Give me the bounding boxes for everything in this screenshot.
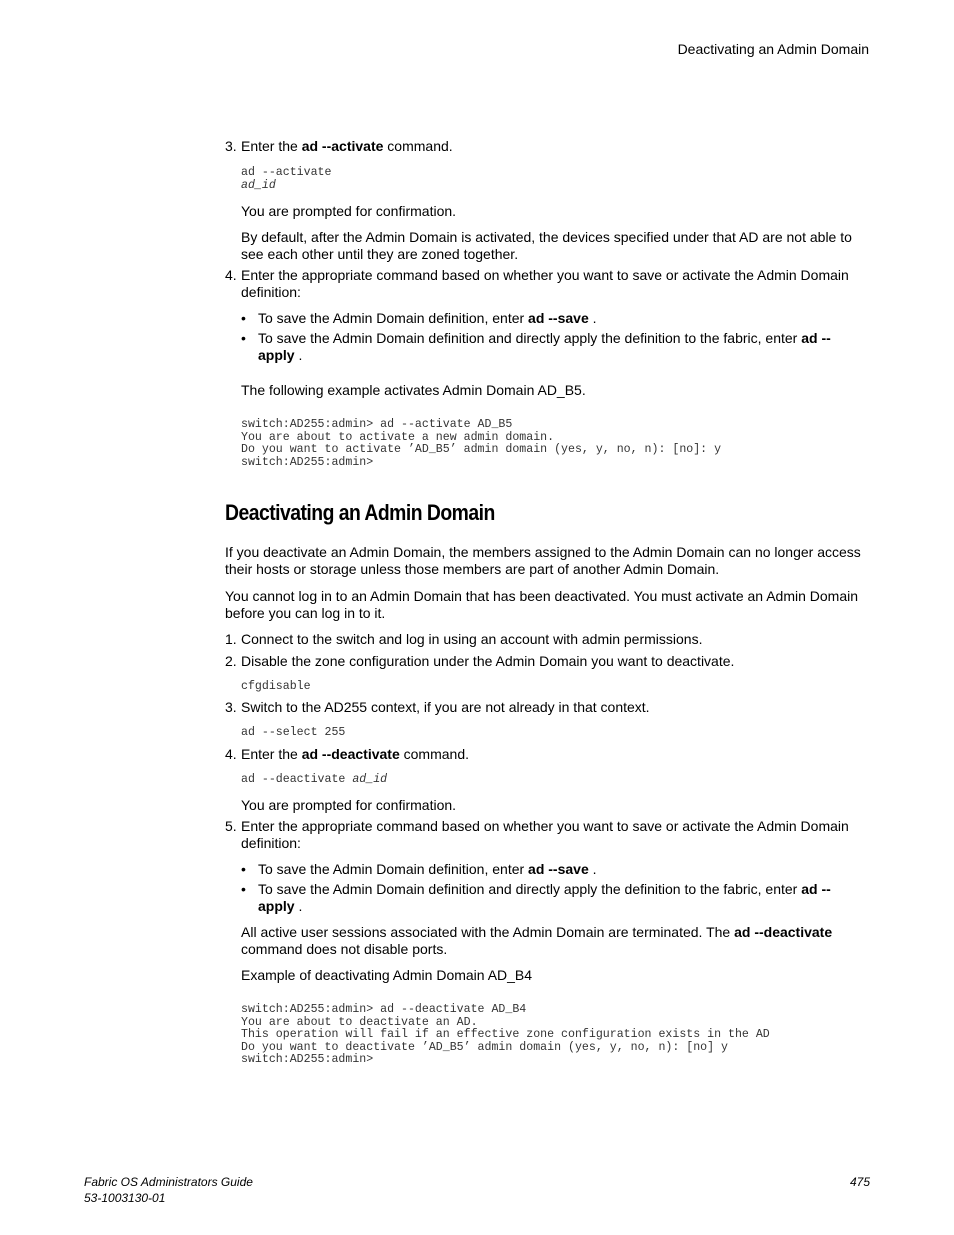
- step-number: 3.: [225, 138, 237, 154]
- bullet-item: To save the Admin Domain definition, enter ad --save .: [258, 310, 597, 326]
- step-text: Connect to the switch and log in using an account with admin permissions.: [241, 631, 703, 647]
- step-text: Enter the ad --activate command.: [241, 138, 453, 154]
- footer-doc-number: 53-1003130-01: [84, 1191, 166, 1205]
- paragraph: If you deactivate an Admin Domain, the members assigned to the Admin Domain can no longer access their hosts or storage unless those members are part of another Admin Domain.: [225, 544, 861, 577]
- bullet-marker: •: [241, 881, 246, 897]
- step-text: Disable the zone configuration under the Admin Domain you want to deactivate.: [241, 653, 735, 669]
- step-number: 2.: [225, 653, 237, 669]
- step-number: 4.: [225, 746, 237, 762]
- paragraph: You are prompted for confirmation.: [241, 797, 457, 813]
- code-example: switch:AD255:admin> ad --deactivate AD_B4 You are about to deactivate an AD. This operation will fail if an effective zone configuration exists in the AD Do you want to deactivate ’AD_B5’ admin domain (yes, y, no, n): [no] y switch:AD255:admin>: [241, 1003, 770, 1067]
- running-header: Deactivating an Admin Domain: [677, 41, 869, 57]
- bullet-item: To save the Admin Domain definition, enter ad --save .: [258, 861, 597, 877]
- bullet-marker: •: [241, 861, 246, 877]
- bullet-marker: •: [241, 310, 246, 326]
- code-block: cfgdisable: [241, 680, 311, 693]
- step-number: 3.: [225, 699, 237, 715]
- step-number: 4.: [225, 267, 237, 283]
- code-block: ad --deactivate ad_id: [241, 773, 388, 786]
- paragraph: The following example activates Admin Domain AD_B5.: [241, 382, 586, 398]
- code-block: ad --select 255: [241, 726, 346, 739]
- paragraph: By default, after the Admin Domain is activated, the devices specified under that AD are not able to see each other until they are zoned together.: [241, 229, 852, 262]
- section-heading: Deactivating an Admin Domain: [225, 500, 495, 525]
- command-name: ad --activate: [301, 138, 384, 154]
- bullet-item: To save the Admin Domain definition and directly apply the definition to the fabric, enter ad --apply .: [258, 330, 831, 363]
- code-example: switch:AD255:admin> ad --activate AD_B5 You are about to activate a new admin domain. Do you want to activate ’AD_B5’ admin domain (yes, y, no, n): [no]: y switch:AD255:admin>: [241, 418, 722, 469]
- step-text: Enter the appropriate command based on whether you want to save or activate the Admin Domain definition:: [241, 818, 849, 851]
- paragraph: Example of deactivating Admin Domain AD_B4: [241, 967, 533, 983]
- footer-page-number: 475: [849, 1175, 870, 1189]
- step-number: 1.: [225, 631, 237, 647]
- code-block: ad --activate ad_id: [241, 166, 332, 192]
- code-argument: ad_id: [352, 773, 388, 786]
- paragraph: You are prompted for confirmation.: [241, 203, 457, 219]
- bullet-item: To save the Admin Domain definition and directly apply the definition to the fabric, enter ad --apply .: [258, 881, 831, 914]
- paragraph: All active user sessions associated with the Admin Domain are terminated. The ad --deactivate command does not disable ports.: [241, 924, 833, 957]
- step-text: Switch to the AD255 context, if you are not already in that context.: [241, 699, 650, 715]
- step-number: 5.: [225, 818, 237, 834]
- code-argument: ad_id: [241, 178, 276, 192]
- step-text: Enter the appropriate command based on whether you want to save or activate the Admin Domain definition:: [241, 267, 849, 300]
- step-text: Enter the ad --deactivate command.: [241, 746, 469, 762]
- footer-guide-title: Fabric OS Administrators Guide: [84, 1175, 253, 1189]
- bullet-marker: •: [241, 330, 246, 346]
- paragraph: You cannot log in to an Admin Domain that has been deactivated. You must activate an Admin Domain before you can log in to it.: [225, 588, 859, 621]
